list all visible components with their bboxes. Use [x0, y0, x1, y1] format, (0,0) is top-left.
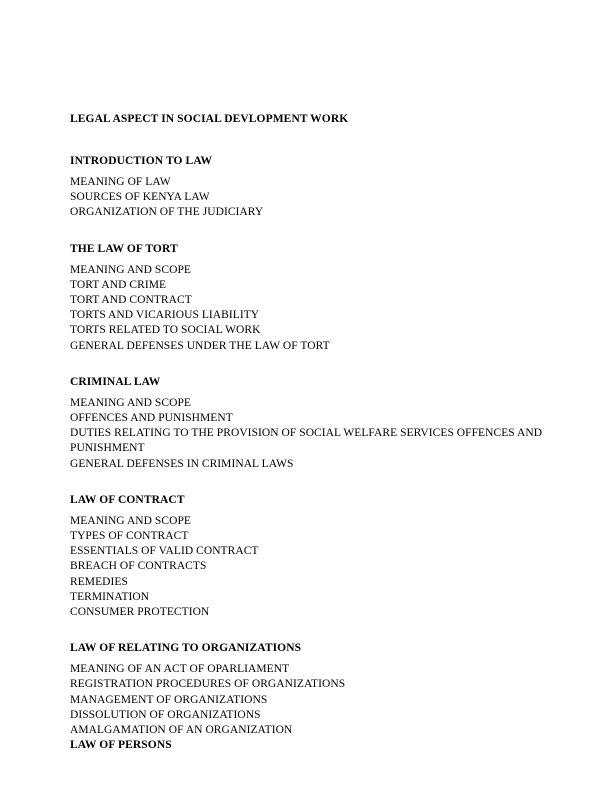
section-item-list — [70, 263, 550, 354]
list-item: TERMINATION — [70, 590, 150, 603]
list-item: MEANING OF LAW — [70, 176, 171, 188]
list-item: SOURCES OF KENYA LAW — [70, 191, 210, 204]
section-heading: LAW OF RELATING TO ORGANIZATIONS — [70, 642, 302, 655]
list-item: TORTS RELATED TO SOCIAL WORK — [70, 324, 261, 337]
list-item: MEANING AND SCOPE — [70, 263, 191, 276]
list-item: OFFENCES AND PUNISHMENT — [70, 412, 233, 425]
section-law-of-relating-to-organizations — [70, 640, 550, 753]
list-item: TYPES OF CONTRACT — [70, 530, 189, 543]
section-item-list — [70, 662, 550, 738]
section-item-list — [70, 396, 550, 472]
list-item: CONSUMER PROTECTION — [70, 606, 210, 619]
list-item: ESSENTIALS OF VALID CONTRACT — [70, 545, 259, 558]
section-item-list — [70, 514, 550, 620]
list-item: AMALGAMATION OF AN ORGANIZATION — [70, 724, 293, 737]
list-item: REMEDIES — [70, 575, 128, 588]
section-heading: THE LAW OF TORT — [70, 242, 178, 255]
list-item: MEANING OF AN ACT OF OPARLIAMENT — [70, 663, 290, 676]
section-the-law-of-tort — [70, 241, 550, 354]
section-law-of-contract — [70, 492, 550, 620]
list-item: DISSOLUTION OF ORGANIZATIONS — [70, 708, 261, 721]
page-title: LEGAL ASPECT IN SOCIAL DEVLOPMENT WORK — [70, 113, 349, 125]
section-heading: INTRODUCTION TO LAW — [70, 155, 213, 167]
list-item: MEANING AND SCOPE — [70, 396, 191, 409]
list-item: MANAGEMENT OF ORGANIZATIONS — [70, 693, 268, 706]
list-item: GENERAL DEFENSES UNDER THE LAW OF TORT — [70, 339, 330, 352]
list-item: DUTIES RELATING TO THE PROVISION OF SOCIAL WELFARE SERVICES OFFENCES AND PUNISHMENT — [70, 427, 543, 455]
list-item: TORT AND CONTRACT — [70, 294, 192, 307]
section-heading-law-of-persons: LAW OF PERSONS — [70, 739, 172, 752]
section-introduction-to-law — [70, 153, 550, 221]
list-item: TORT AND CRIME — [70, 278, 167, 291]
section-criminal-law — [70, 374, 550, 472]
document-body — [70, 112, 550, 773]
section-heading: LAW OF CONTRACT — [70, 493, 185, 506]
section-heading: CRIMINAL LAW — [70, 375, 161, 388]
list-item: REGISTRATION PROCEDURES OF ORGANIZATIONS — [70, 678, 346, 691]
list-item: GENERAL DEFENSES IN CRIMINAL LAWS — [70, 457, 294, 470]
section-item-list — [70, 175, 550, 221]
list-item: TORTS AND VICARIOUS LIABILITY — [70, 309, 260, 322]
list-item: ORGANIZATION OF THE JUDICIARY — [70, 206, 264, 219]
list-item: BREACH OF CONTRACTS — [70, 560, 207, 573]
list-item: MEANING AND SCOPE — [70, 514, 191, 527]
